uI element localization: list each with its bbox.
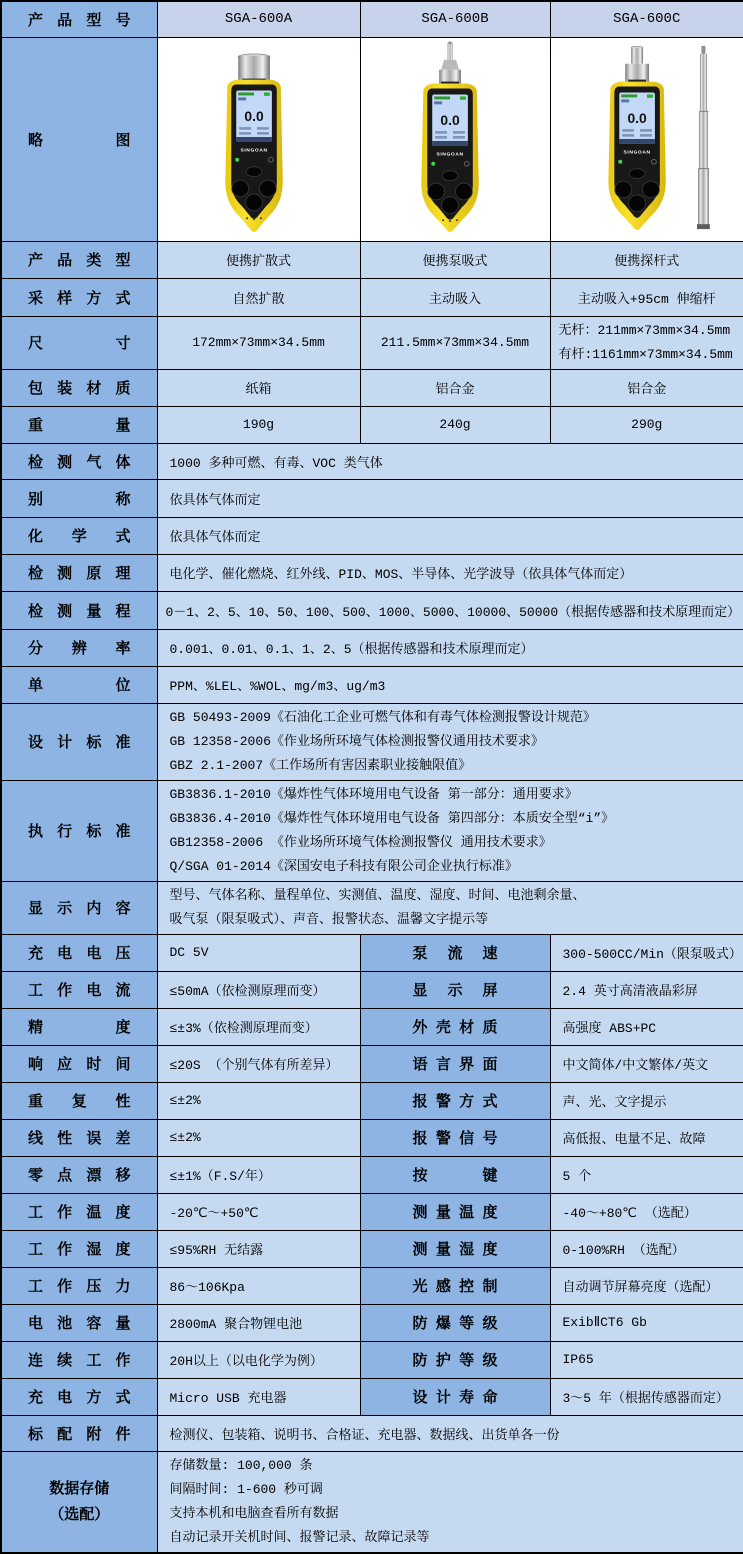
- row-sampling-method: [1, 278, 743, 316]
- display-line: 型号、气体名称、量程单位、实测值、温度、湿度、时间、电池剩余量、: [169, 887, 586, 903]
- cell-value: 300-500CC/Min（限泵吸式）: [550, 934, 743, 971]
- cell-value: ≤±3%（依检测原理而变）: [157, 1008, 360, 1045]
- row-dimensions: [1, 316, 743, 369]
- row-label: 单位: [1, 666, 157, 703]
- product-image-sga-600b: [360, 37, 550, 241]
- brand-label: SINGOAN: [239, 148, 268, 154]
- row-label: 设计寿命: [360, 1378, 550, 1415]
- row-chemical-formula: [1, 517, 743, 554]
- row-battery-explosion-proof: [1, 1304, 743, 1341]
- row-label: 采样方式: [1, 278, 157, 316]
- cell-value: ≤±2%: [157, 1082, 360, 1119]
- cell-value: 172mm×73mm×34.5mm: [157, 316, 360, 369]
- row-response-time-language: [1, 1045, 743, 1082]
- cell-value: -40～+80℃ （选配）: [550, 1193, 743, 1230]
- display-line: 吸气泵（限泵吸式）、声音、报警状态、温馨文字提示等: [169, 911, 489, 927]
- cell-value: 声、光、文字提示: [550, 1082, 743, 1119]
- cell-value: 中文简体/中文繁体/英文: [550, 1045, 743, 1082]
- cell-value: [157, 703, 743, 780]
- standard-line: GB3836.4-2010《爆炸性气体环境用电气设备 第四部分：本质安全型“i”》: [169, 810, 615, 826]
- status-led: [431, 162, 435, 166]
- cell-value: ≤20S （个别气体有所差异）: [157, 1045, 360, 1082]
- cell-value: 3～5 年（根据传感器而定）: [550, 1378, 743, 1415]
- row-label: 检测量程: [1, 591, 157, 629]
- status-led: [618, 160, 622, 164]
- row-label: 检测气体: [1, 443, 157, 479]
- row-label: 测量温度: [360, 1193, 550, 1230]
- row-label: 标配附件: [1, 1415, 157, 1451]
- cell-value: -20℃～+50℃: [157, 1193, 360, 1230]
- device-b-illustration: [370, 40, 540, 238]
- cell-value: 0.001、0.01、0.1、1、2、5（根据传感器和技术原理而定）: [157, 629, 743, 666]
- row-continuous-work-protection: [1, 1341, 743, 1378]
- row-working-current-display: [1, 971, 743, 1008]
- model-name-c: SGA-600C: [550, 1, 743, 37]
- cell-value: PPM、%LEL、%WOL、mg/m3、ug/m3: [157, 666, 743, 703]
- row-data-storage: [1, 1451, 743, 1553]
- standard-line: GB3836.1-2010《爆炸性气体环境用电气设备 第一部分：通用要求》: [169, 786, 578, 802]
- product-image-sga-600c: [550, 37, 743, 241]
- cell-value: 依具体气体而定: [157, 517, 743, 554]
- row-packing-material: [1, 369, 743, 406]
- row-resolution: [1, 629, 743, 666]
- row-label: 别称: [1, 479, 157, 517]
- cell-value: 自动调节屏幕亮度（选配）: [550, 1267, 743, 1304]
- row-detection-principle: [1, 554, 743, 591]
- row-label: 工作压力: [1, 1267, 157, 1304]
- row-label: 工作湿度: [1, 1230, 157, 1267]
- model-name-b: SGA-600B: [360, 1, 550, 37]
- row-zero-drift-buttons: [1, 1156, 743, 1193]
- row-label: 线性误差: [1, 1119, 157, 1156]
- row-working-pressure-light-control: [1, 1267, 743, 1304]
- row-label: 泵流速: [360, 934, 550, 971]
- row-label: 检测原理: [1, 554, 157, 591]
- status-led: [235, 158, 239, 162]
- device-cap: [238, 56, 270, 81]
- cell-value: [157, 780, 743, 881]
- cell-value: 自然扩散: [157, 278, 360, 316]
- row-label: 防护等级: [360, 1341, 550, 1378]
- cell-value: 高低报、电量不足、故障: [550, 1119, 743, 1156]
- cell-value: 纸箱: [157, 369, 360, 406]
- row-product-model: [1, 1, 743, 37]
- row-label: 产品类型: [1, 241, 157, 278]
- brand-label: SINGOAN: [436, 152, 464, 158]
- row-label: 分辨率: [1, 629, 157, 666]
- standard-line: GBZ 2.1-2007《工作场所有害因素职业接触限值》: [169, 757, 472, 773]
- row-charging-method-design-life: [1, 1378, 743, 1415]
- row-label: 充电方式: [1, 1378, 157, 1415]
- row-display-content: [1, 881, 743, 934]
- row-label: 按键: [360, 1156, 550, 1193]
- telescopic-rod: [697, 46, 710, 229]
- cell-value: [157, 881, 743, 934]
- storage-line: 间隔时间: 1-600 秒可调: [169, 1481, 323, 1497]
- cell-value: 0－1、2、5、10、50、100、500、1000、5000、10000、50000（根据传感器和技术原理而定）: [157, 591, 743, 629]
- cell-value: 便携扩散式: [157, 241, 360, 278]
- cell-value: ≤±1%（F.S/年）: [157, 1156, 360, 1193]
- cell-value: 86～106Kpa: [157, 1267, 360, 1304]
- cell-value: 2.4 英寸高清液晶彩屏: [550, 971, 743, 1008]
- row-design-standard: [1, 703, 743, 780]
- device-a-illustration: [174, 40, 344, 238]
- row-sketch: [1, 37, 743, 241]
- row-label-product-model: 产品型号: [1, 1, 157, 37]
- row-label-line: 数据存储: [49, 1479, 110, 1497]
- row-label-line: （选配）: [49, 1505, 110, 1523]
- row-working-humidity-measure-humidity: [1, 1230, 743, 1267]
- row-label: 测量湿度: [360, 1230, 550, 1267]
- cell-value: 主动吸入: [360, 278, 550, 316]
- storage-line: 存储数量: 100,000 条: [169, 1457, 313, 1473]
- standard-line: GB 50493-2009《石油化工企业可燃气体和有毒气体检测报警设计规范》: [169, 709, 596, 725]
- cell-value: ExibⅡCT6 Gb: [550, 1304, 743, 1341]
- row-label: 零点漂移: [1, 1156, 157, 1193]
- row-label: [1, 1451, 157, 1553]
- row-executive-standard: [1, 780, 743, 881]
- screen-reading: 0.0: [243, 108, 264, 125]
- brand-label: SINGOAN: [623, 150, 651, 156]
- row-label: 光感控制: [360, 1267, 550, 1304]
- row-label: 充电电压: [1, 934, 157, 971]
- row-standard-accessories: [1, 1415, 743, 1451]
- row-label: 报警方式: [360, 1082, 550, 1119]
- row-label: 报警信号: [360, 1119, 550, 1156]
- cell-value: 211.5mm×73mm×34.5mm: [360, 316, 550, 369]
- row-label: 外壳材质: [360, 1008, 550, 1045]
- row-label: 连续工作: [1, 1341, 157, 1378]
- row-label: 精度: [1, 1008, 157, 1045]
- row-label: 工作电流: [1, 971, 157, 1008]
- screen-reading: 0.0: [440, 112, 460, 129]
- screen-reading: 0.0: [627, 110, 647, 127]
- row-label: 尺寸: [1, 316, 157, 369]
- row-label: 设计标准: [1, 703, 157, 780]
- row-label: 包装材质: [1, 369, 157, 406]
- device-c-illustration: [562, 40, 732, 238]
- row-detected-gases: [1, 443, 743, 479]
- row-label-sketch: 略图: [1, 37, 157, 241]
- row-label: 语言界面: [360, 1045, 550, 1082]
- row-product-type: [1, 241, 743, 278]
- row-label: 工作温度: [1, 1193, 157, 1230]
- standard-line: GB 12358-2006《作业场所环境气体检测报警仪通用技术要求》: [169, 733, 544, 749]
- row-label: 化学式: [1, 517, 157, 554]
- device-cap: [625, 64, 649, 82]
- row-label: 重量: [1, 406, 157, 443]
- cell-value: 主动吸入+95cm 伸缩杆: [550, 278, 743, 316]
- model-name-a: SGA-600A: [157, 1, 360, 37]
- cell-value: 电化学、催化燃烧、红外线、PID、MOS、半导体、光学波导（依具体气体而定）: [157, 554, 743, 591]
- cell-value: 20H以上（以电化学为例）: [157, 1341, 360, 1378]
- row-working-temp-measure-temp: [1, 1193, 743, 1230]
- row-repeatability-alarm-mode: [1, 1082, 743, 1119]
- row-label: 执行标准: [1, 780, 157, 881]
- cell-value: 1000 多种可燃、有毒、VOC 类气体: [157, 443, 743, 479]
- row-label: 电池容量: [1, 1304, 157, 1341]
- cell-value: 便携泵吸式: [360, 241, 550, 278]
- cell-value: ≤±2%: [157, 1119, 360, 1156]
- row-alias: [1, 479, 743, 517]
- row-label: 重复性: [1, 1082, 157, 1119]
- probe-rod: [448, 44, 453, 60]
- row-charging-voltage-pump-flow: [1, 934, 743, 971]
- cell-value: DC 5V: [157, 934, 360, 971]
- row-label: 显示内容: [1, 881, 157, 934]
- dimension-line: 无杆：211mm×73mm×34.5mm: [558, 322, 731, 338]
- storage-line: 支持本机和电脑查看所有数据: [169, 1505, 339, 1521]
- dimension-line: 有杆:1161mm×73mm×34.5mm: [558, 346, 733, 362]
- cell-value: Micro USB 充电器: [157, 1378, 360, 1415]
- product-image-sga-600a: [157, 37, 360, 241]
- row-unit: [1, 666, 743, 703]
- cell-value: 检测仪、包装箱、说明书、合格证、充电器、数据线、出货单各一份: [157, 1415, 743, 1451]
- row-weight: [1, 406, 743, 443]
- row-linearity-alarm-signal: [1, 1119, 743, 1156]
- cell-value: IP65: [550, 1341, 743, 1378]
- cell-value: [157, 1451, 743, 1553]
- cell-value: 依具体气体而定: [157, 479, 743, 517]
- storage-line: 自动记录开关机时间、报警记录、故障记录等: [169, 1529, 430, 1545]
- row-label: 防爆等级: [360, 1304, 550, 1341]
- row-accuracy-shell-material: [1, 1008, 743, 1045]
- cell-value: 290g: [550, 406, 743, 443]
- cell-value: 0-100%RH （选配）: [550, 1230, 743, 1267]
- cell-value: ≤50mA（依检测原理而变）: [157, 971, 360, 1008]
- cell-value: 高强度 ABS+PC: [550, 1008, 743, 1045]
- row-label: 响应时间: [1, 1045, 157, 1082]
- cell-value: 铝合金: [360, 369, 550, 406]
- cell-value: 2800mA 聚合物锂电池: [157, 1304, 360, 1341]
- cell-value: 5 个: [550, 1156, 743, 1193]
- cell-value: 便携探杆式: [550, 241, 743, 278]
- device-cap: [439, 70, 461, 84]
- cell-value: 190g: [157, 406, 360, 443]
- cell-value: [550, 316, 743, 369]
- row-detection-range: [1, 591, 743, 629]
- cell-value: ≤95%RH 无结露: [157, 1230, 360, 1267]
- standard-line: Q/SGA 01-2014《深国安电子科技有限公司企业执行标准》: [169, 858, 518, 874]
- cell-value: 240g: [360, 406, 550, 443]
- standard-line: GB12358-2006 《作业场所环境气体检测报警仪 通用技术要求》: [169, 834, 552, 850]
- cell-value: 铝合金: [550, 369, 743, 406]
- row-label: 显示屏: [360, 971, 550, 1008]
